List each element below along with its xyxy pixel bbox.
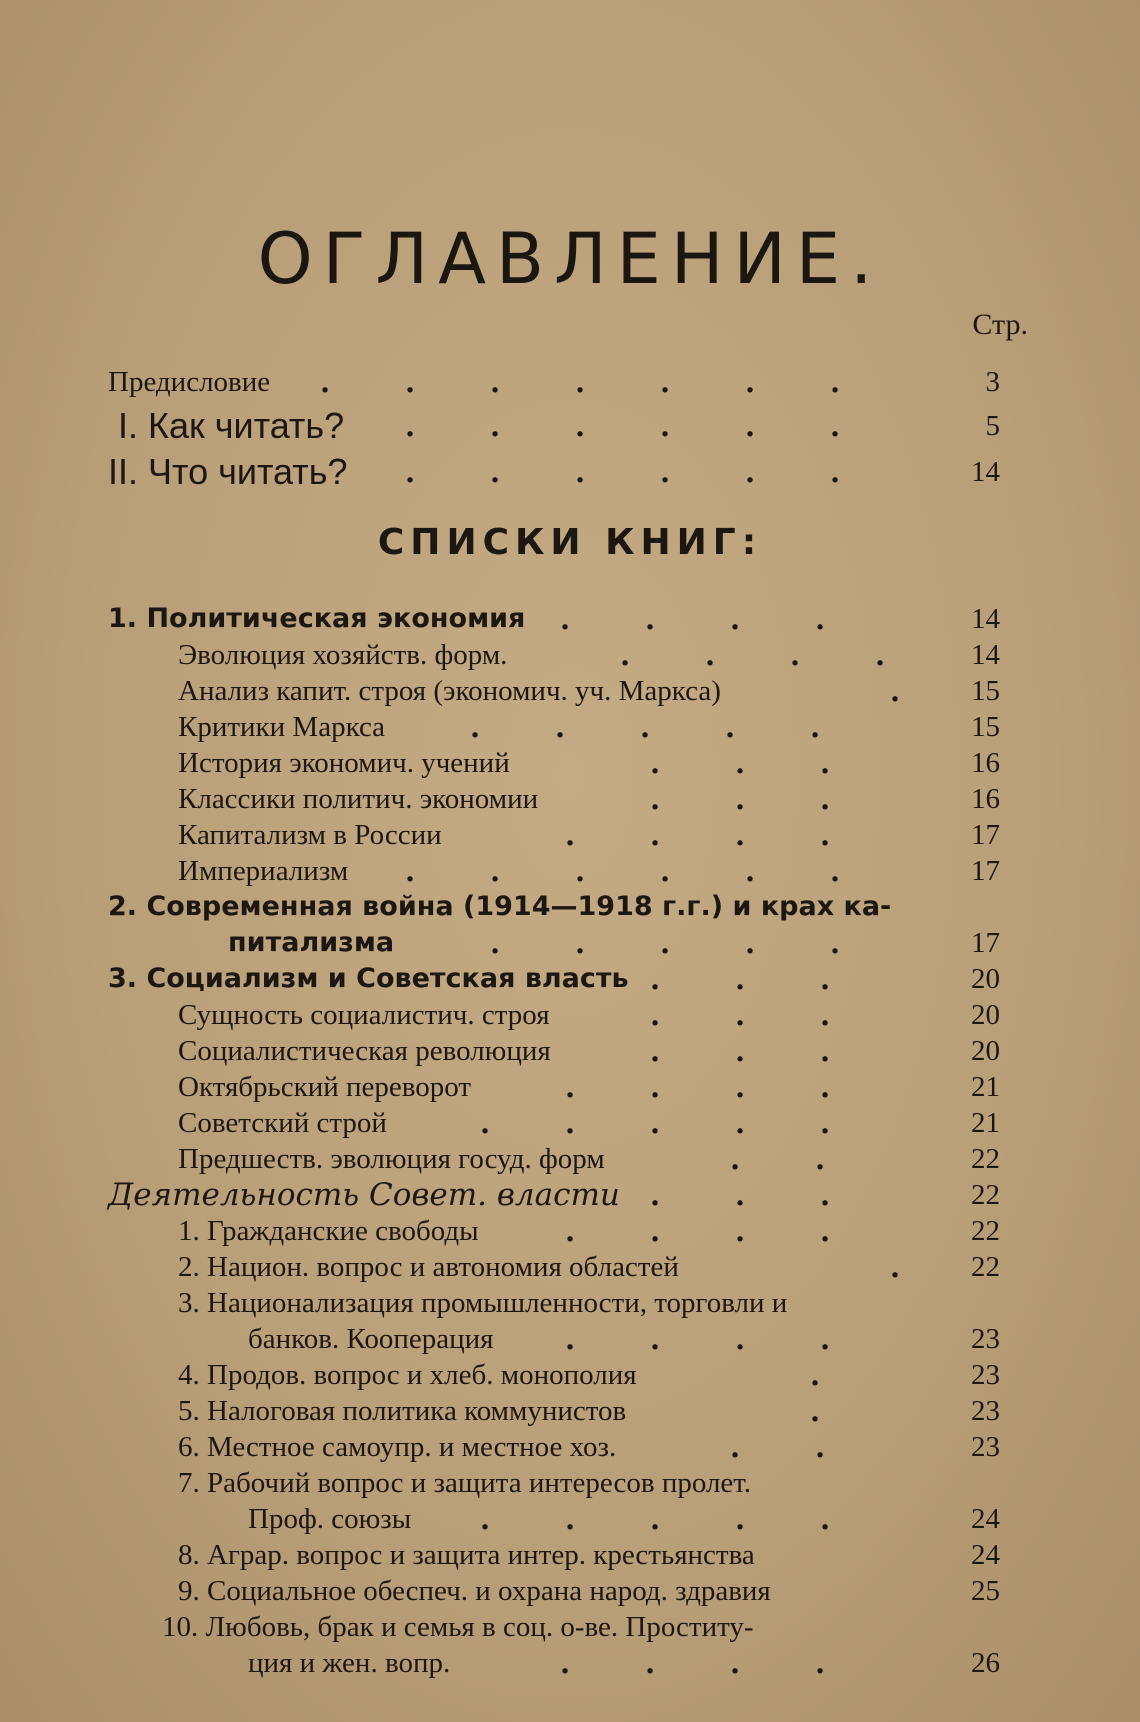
toc-page-number: 23 <box>971 1359 1000 1391</box>
toc-page-number: 25 <box>971 1575 1000 1607</box>
toc-entry: Анализ капит. строя (экономич. уч. Маркса) . 15 <box>178 674 1000 708</box>
toc-entry-title: 1. Политическая экономия <box>108 603 526 634</box>
toc-entry-title: Предшеств. эволюция госуд. форм <box>178 1143 605 1175</box>
toc-page-number: 17 <box>971 855 1000 887</box>
toc-entry: 5. Налоговая политика коммунистов . 23 <box>178 1394 1000 1428</box>
toc-entry-title: 5. Налоговая политика коммунистов <box>178 1395 627 1427</box>
toc-page-number: 22 <box>971 1251 1000 1283</box>
toc-page-number: 21 <box>971 1107 1000 1139</box>
toc-entry: Октябрьский переворот . . . . 21 <box>178 1070 1000 1104</box>
toc-entry-title: I. Как читать? <box>118 405 345 446</box>
toc-entry <box>0 1573 1140 1609</box>
page-column-label: Стр. <box>972 308 1028 341</box>
toc-page-number: 22 <box>971 1179 1000 1211</box>
toc-page-number: 23 <box>971 1323 1000 1355</box>
toc-entry-title: 1. Гражданские свободы <box>178 1215 479 1247</box>
toc-entry: Сущность социалистич. строя . . . 20 <box>178 998 1000 1032</box>
toc-entry-title: питализма <box>228 927 395 958</box>
toc-page-number: 24 <box>971 1503 1000 1535</box>
toc-page-number: 3 <box>985 366 1000 398</box>
toc-entry: питализма . . . . . 17 <box>228 926 1000 960</box>
toc-page-number: 21 <box>971 1071 1000 1103</box>
toc-entry-title: 7. Рабочий вопрос и защита интересов пролет. <box>178 1467 752 1499</box>
toc-entry-title: Социалистическая революция <box>178 1035 551 1067</box>
toc-entry: Проф. союзы . . . . . 24 <box>248 1502 1000 1536</box>
toc-page-number: 15 <box>971 711 1000 743</box>
toc-page-number: 26 <box>971 1647 1000 1679</box>
toc-entry: Эволюция хозяйств. форм. . . . . 14 <box>178 638 1000 672</box>
toc-entry: Социалистическая революция . . . 20 <box>178 1034 1000 1068</box>
toc-page-number: 20 <box>971 999 1000 1031</box>
toc-page-number: 23 <box>971 1431 1000 1463</box>
toc-page-number: 24 <box>971 1539 1000 1571</box>
toc-entry-title: Проф. союзы <box>248 1503 412 1535</box>
toc-entry <box>0 1609 1140 1645</box>
toc-page-number: 20 <box>971 963 1000 995</box>
toc-page-number: 17 <box>971 819 1000 851</box>
toc-entry: 1. Политическая экономия . . . . 14 <box>108 602 1000 636</box>
toc-entry-title: Критики Маркса <box>178 711 386 743</box>
toc-entry: ция и жен. вопр. . . . . 26 <box>248 1646 1000 1680</box>
toc-entry: Критики Маркса . . . . . 15 <box>178 710 1000 744</box>
toc-entry: 3. Социализм и Советская власть . . . 20 <box>108 962 1000 996</box>
toc-entry: Империализм . . . . . . 17 <box>178 854 1000 888</box>
toc-entry-title: 6. Местное самоупр. и местное хоз. <box>178 1431 617 1463</box>
toc-entry: Советский строй . . . . . 21 <box>178 1106 1000 1140</box>
toc-entry-title: История экономич. учений <box>178 747 510 779</box>
toc-entry-title: Деятельность Совет. власти <box>108 1177 620 1213</box>
toc-entry-title: 3. Социализм и Советская власть <box>108 963 629 994</box>
toc-entry: 1. Гражданские свободы . . . . 22 <box>178 1214 1000 1248</box>
toc-page-number: 20 <box>971 1035 1000 1067</box>
toc-entry-title: Октябрьский переворот <box>178 1071 472 1103</box>
toc-page-number: 14 <box>971 456 1000 488</box>
toc-entry: I. Как читать? . . . . . . 5 <box>118 405 1000 446</box>
section-subtitle: СПИСКИ КНИГ: <box>377 522 763 563</box>
toc-entry-title: Сущность социалистич. строя <box>178 999 550 1031</box>
toc-page-number: 23 <box>971 1395 1000 1427</box>
toc-entry <box>0 889 1140 925</box>
toc-entry: 4. Продов. вопрос и хлеб. монополия . 23 <box>178 1358 1000 1392</box>
toc-entry: Классики политич. экономии . . . 16 <box>178 782 1000 816</box>
toc-entry-title: 2. Национ. вопрос и автономия областей <box>178 1251 679 1283</box>
toc-page-number: 22 <box>971 1143 1000 1175</box>
toc-entry-title: Анализ капит. строя (экономич. уч. Маркса) <box>178 675 721 707</box>
toc-entry-title: Капитализм в России <box>178 819 442 851</box>
toc-page-number: 17 <box>971 927 1000 959</box>
toc-page-number: 16 <box>971 747 1000 779</box>
toc-entry-title: Предисловие <box>108 366 271 398</box>
toc-entry: 6. Местное самоупр. и местное хоз. . . 23 <box>178 1430 1000 1464</box>
toc-entry-title: 9. Социальное обеспеч. и охрана народ. здравия <box>178 1575 771 1607</box>
toc-entry-title: 4. Продов. вопрос и хлеб. монополия <box>178 1359 637 1391</box>
toc-entry <box>0 1285 1140 1321</box>
toc-entry-title: Империализм <box>178 855 349 887</box>
toc-page-number: 14 <box>971 639 1000 671</box>
toc-entry: Предисловие . . . . . . . 3 <box>108 365 1000 399</box>
toc-page-number: 15 <box>971 675 1000 707</box>
toc-entry <box>0 1537 1140 1573</box>
toc-page-number: 14 <box>971 603 1000 635</box>
toc-entry-title: 3. Национализация промышленности, торговли и <box>178 1287 788 1319</box>
toc-entry-title: Классики политич. экономии <box>178 783 539 815</box>
toc-entry-title: 10. Любовь, брак и семья в соц. о-ве. Проститу- <box>162 1611 754 1643</box>
toc-page-number: 22 <box>971 1215 1000 1247</box>
toc-entry: Капитализм в России . . . . 17 <box>178 818 1000 852</box>
page-title: ОГЛАВЛЕНИЕ. <box>257 218 883 300</box>
toc-entry-title: 8. Аграр. вопрос и защита интер. крестьянства <box>178 1539 755 1571</box>
toc-entry: банков. Кооперация . . . . 23 <box>248 1322 1000 1356</box>
toc-entry: Предшеств. эволюция госуд. форм . . 22 <box>178 1142 1000 1176</box>
toc-entry <box>0 1465 1140 1501</box>
toc-page-number: 16 <box>971 783 1000 815</box>
toc-entry-title: 2. Современная война (1914—1918 г.г.) и крах ка- <box>108 891 892 922</box>
toc-entry: История экономич. учений . . . 16 <box>178 746 1000 780</box>
toc-entry-title: ция и жен. вопр. <box>248 1647 451 1679</box>
toc-entry-title: II. Что читать? <box>108 451 348 492</box>
toc-entry-title: Эволюция хозяйств. форм. <box>178 639 508 671</box>
toc-entry: 2. Национ. вопрос и автономия областей . 22 <box>178 1250 1000 1284</box>
toc-entry-title: банков. Кооперация <box>248 1323 494 1355</box>
toc-entry: Деятельность Совет. власти . . . 22 <box>108 1177 1000 1213</box>
toc-page-number: 5 <box>985 410 1000 442</box>
toc-entry-title: Советский строй <box>178 1107 387 1139</box>
toc-entry: II. Что читать? . . . . . . 14 <box>108 451 1000 492</box>
